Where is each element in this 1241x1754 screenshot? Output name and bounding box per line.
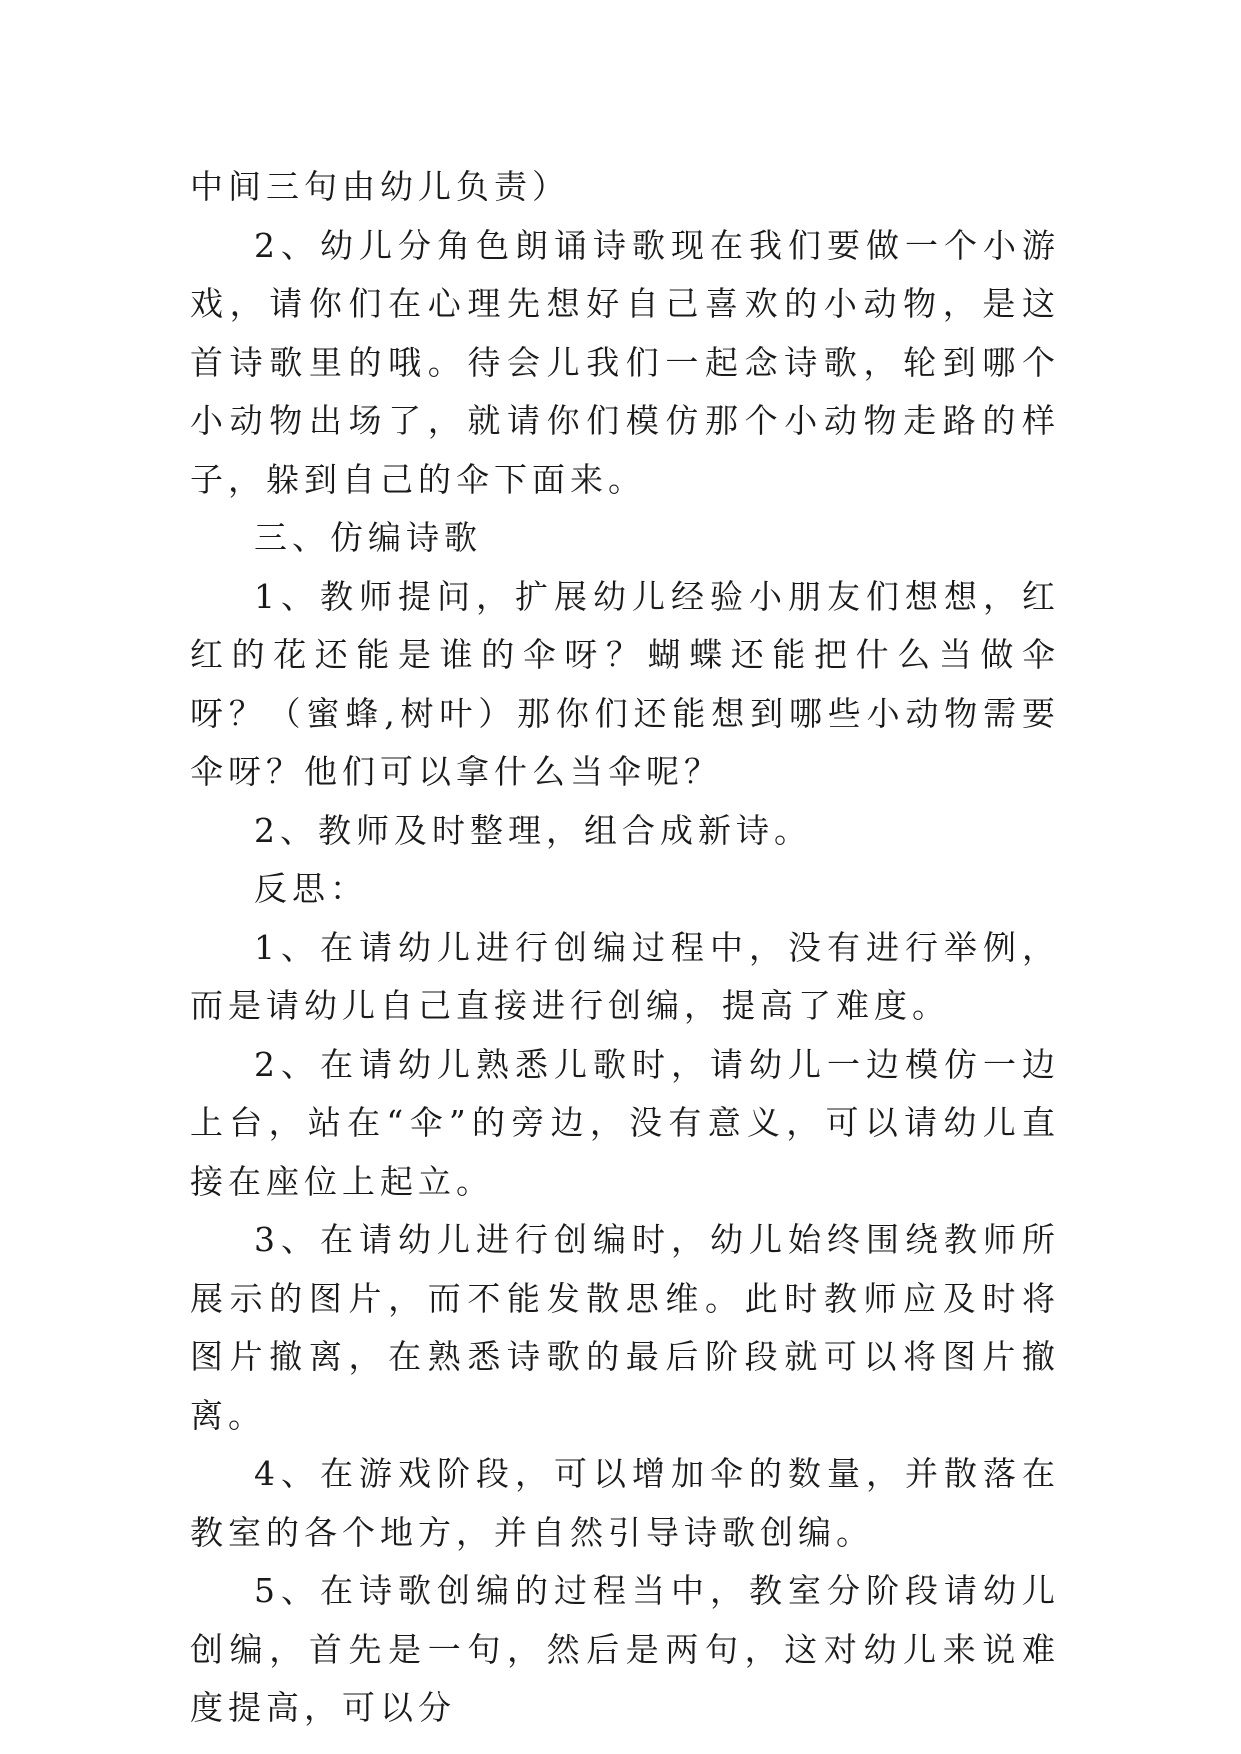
reflection-item-5: 5、在诗歌创编的过程当中，教室分阶段请幼儿创编，首先是一句，然后是两句，这对幼儿来说难度提高，可以分 — [190, 1571, 1060, 1727]
section-heading-reflection: 反思： — [254, 869, 368, 908]
reflection-item-4: 4、在游戏阶段，可以增加伞的数量，并散落在教室的各个地方，并自然引导诗歌创编。 — [190, 1454, 1060, 1552]
paragraph-teacher-questions: 1、教师提问，扩展幼儿经验小朋友们想想，红红的花还能是谁的伞呀？蝴蝶还能把什么当做伞呀？（蜜蜂,树叶）那你们还能想到哪些小动物需要伞呀？他们可以拿什么当伞呢？ — [190, 576, 1060, 791]
reflection-item-3: 3、在请幼儿进行创编时，幼儿始终围绕教师所展示的图片，而不能发散思维。此时教师应及时将图片撤离，在熟悉诗歌的最后阶段就可以将图片撤离。 — [190, 1220, 1060, 1435]
paragraph-continuation: 中间三句由幼儿负责） — [190, 167, 570, 206]
reflection-item-2: 2、在请幼儿熟悉儿歌时，请幼儿一边模仿一边上台，站在“伞”的旁边，没有意义，可以请幼儿直接在座位上起立。 — [190, 1044, 1060, 1201]
section-heading-imitate-poem: 三、仿编诗歌 — [254, 518, 482, 557]
document-body — [190, 158, 1060, 1738]
paragraph-role-recitation: 2、幼儿分角色朗诵诗歌现在我们要做一个小游戏，请你们在心理先想好自己喜欢的小动物，是这首诗歌里的哦。待会儿我们一起念诗歌，轮到哪个小动物出场了，就请你们模仿那个小动物走路的样子，躲到自己的伞下面来。 — [190, 225, 1060, 499]
reflection-item-1: 1、在请幼儿进行创编过程中，没有进行举例，而是请幼儿自己直接进行创编，提高了难度。 — [190, 927, 1060, 1025]
paragraph-teacher-organize: 2、教师及时整理，组合成新诗。 — [254, 810, 812, 850]
